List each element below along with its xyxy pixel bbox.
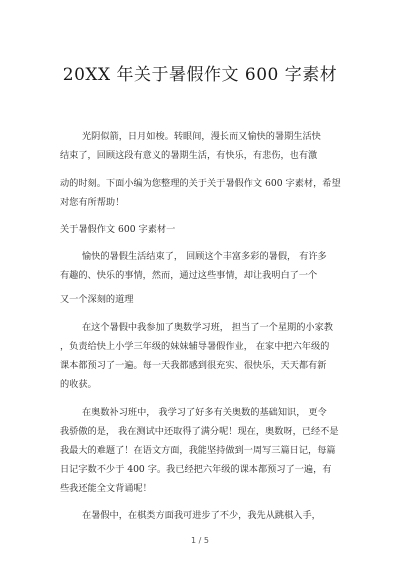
- paragraph-line: 些我还能全文背诵呢！: [60, 483, 152, 494]
- paragraph-line: 在这个暑假中我参加了奥数学习班， 担当了一个星期的小家教: [82, 322, 333, 333]
- paragraph-line: 我最大的难题了！在语文方面，我能坚持做到一周写三篇日记，每篇: [60, 445, 336, 456]
- paragraph-line: 动的时刻。下面小编为您整理的关于关于暑假作文 600 字素材，希望: [60, 178, 341, 189]
- section-heading: 关于暑假作文 600 字素材一: [60, 224, 176, 235]
- paragraph-line: 日记字数不少于 400 字。我已经把六年级的课本都预习了一遍，有: [60, 464, 332, 475]
- paragraph-line: ，负责给快上小学三年级的妹妹辅导暑假作业， 在家中把六年级的: [60, 341, 330, 352]
- paragraph-line: 愉快的暑假生活结束了， 回顾这个丰富多彩的暑假， 有许多: [82, 251, 327, 262]
- paragraph-line: 我骄傲的是， 我在测试中还取得了满分呢！现在，奥数呀，已经不是: [60, 426, 339, 437]
- paragraph-line: 光阴似箭，日月如梭。转眼间，漫长而又愉快的暑期生活快: [82, 131, 321, 142]
- page-indicator: 1 / 5: [191, 536, 209, 545]
- document-title: 20XX 年关于暑假作文 600 字素材: [62, 65, 338, 85]
- paragraph-line: 又一个深刻的道理: [60, 294, 134, 305]
- paragraph-line: 在奥数补习班中， 我学习了好多有关奥数的基础知识， 更令: [82, 407, 327, 418]
- paragraph-line: 对您有所帮助！: [60, 197, 125, 208]
- paragraph-line: 在暑假中，在棋类方面我可进步了不少，我先从跳棋入手，: [82, 510, 321, 521]
- paragraph-line: 的收获。: [60, 379, 97, 390]
- paragraph-line: 有趣的、快乐的事情，然而，通过这些事情，却让我明白了一个: [60, 270, 318, 281]
- paragraph-line: 课本都预习了一遍。每一天我都感到很充实、很快乐，天天都有新: [60, 360, 327, 371]
- paragraph-line: 结束了，回顾这段有意义的暑期生活，有快乐，有悲伤，也有激: [60, 150, 318, 161]
